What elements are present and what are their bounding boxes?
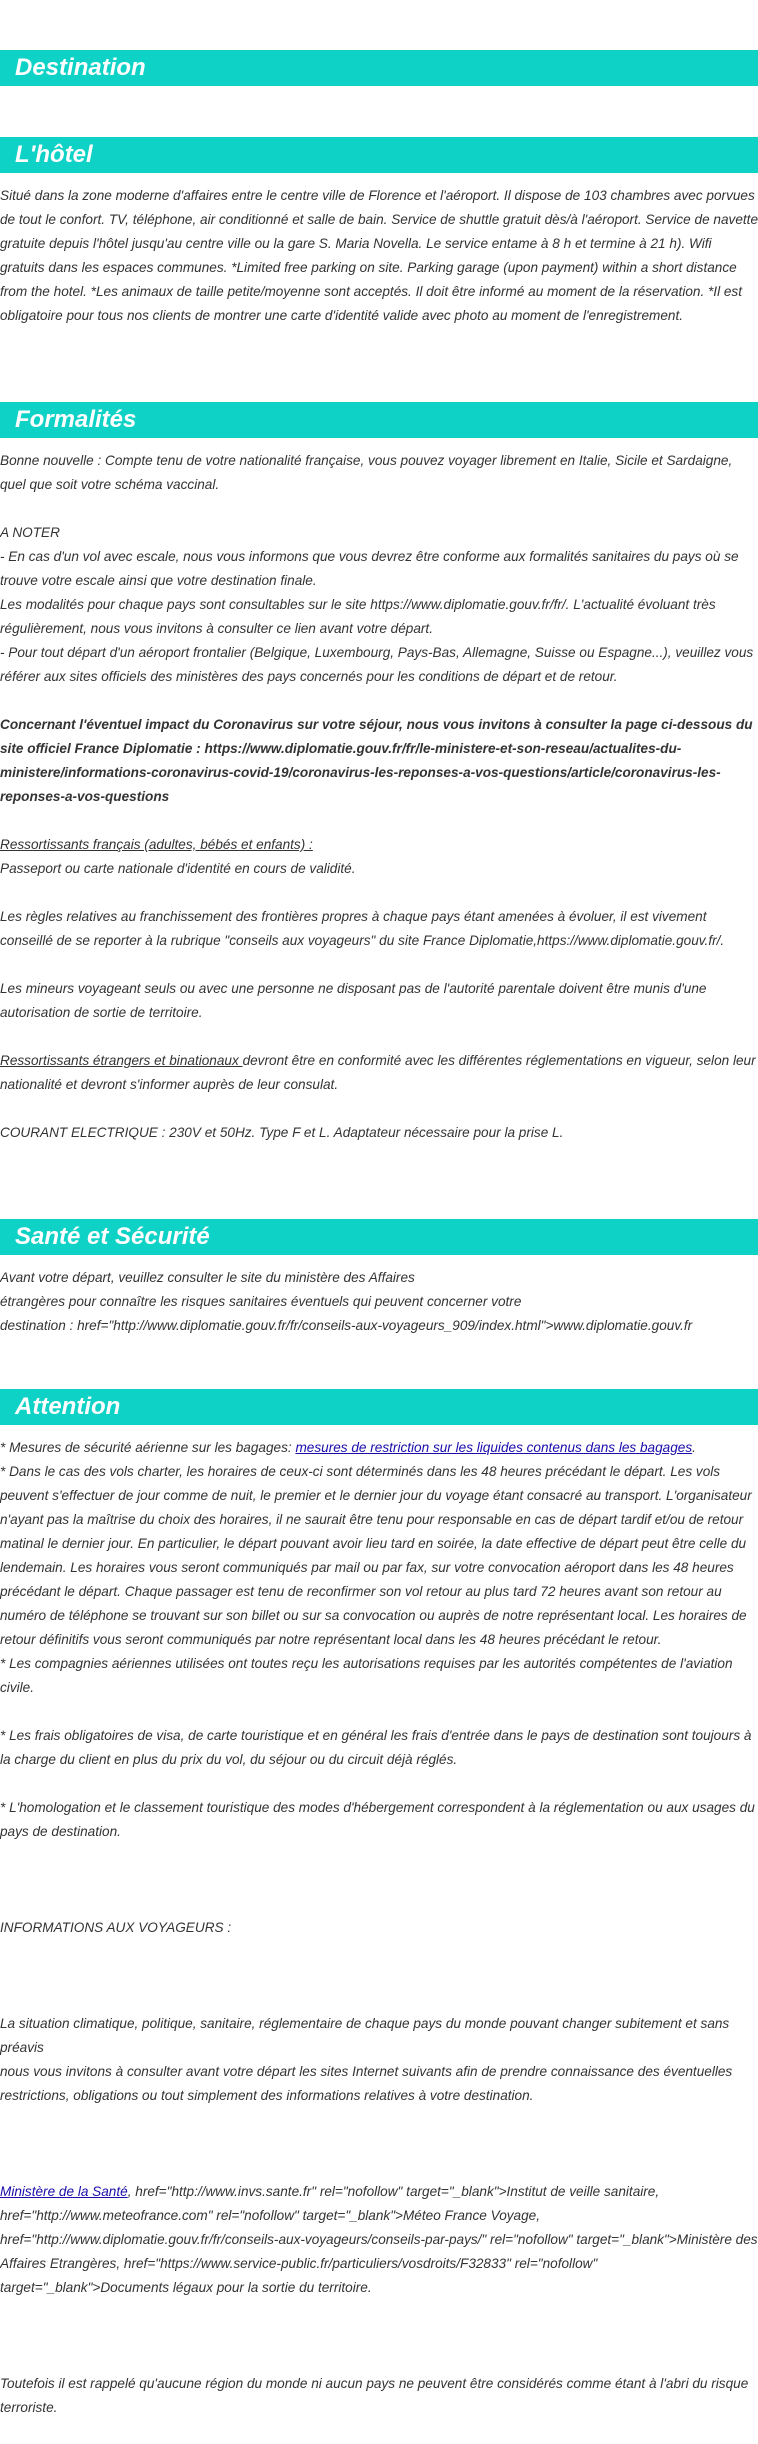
airlines-info: * Les compagnies aériennes utilisées ont toutes reçu les autorisations requises par les autorités compétentes de l'aviation civile.	[0, 1656, 733, 1695]
useful-links-rest: , href="http://www.invs.sante.fr" rel="nofollow" target="_blank">Institut de veille sanitaire, href="http://www.meteofrance.com" rel="nofollow" target="_blank">Méteo France Voyage, href="http://www.diplomatie.gouv.fr/fr/conseils-aux-voyageurs/conseils-par-pays/" rel="nofollow" target="_blank">Ministère des Affaires Etrangères, href="https://www.service-public.fr/particuliers/vosdroits/F32833" rel="nofollow" target="_blank">Documents légaux pour la sortie du territoire.	[0, 2184, 758, 2295]
borders-rules: Les règles relatives au franchissement des frontières propres à chaque pays étant amenées à évoluer, il est vivement conseillé de se reporter à la rubrique "conseils aux voyageurs" du site France Diplomatie,https://www.diplomatie.gouv.fr/.	[0, 909, 725, 948]
sante-content	[0, 1266, 758, 1338]
foreign-residents-label: Ressortissants étrangers et binationaux	[0, 1053, 243, 1068]
fees-info: * Les frais obligatoires de visa, de carte touristique et en général les frais d'entrée dans le pays de destination sont toujours à la charge du client en plus du prix du vol, du séjour ou du circuit déjà réglés.	[0, 1728, 752, 1767]
section-title-sante: Santé et Sécurité	[15, 1223, 210, 1250]
french-residents-text: Passeport ou carte nationale d'identité en cours de validité.	[0, 861, 356, 876]
sante-line-2: étrangères pour connaître les risques sanitaires éventuels qui peuvent concerner votre	[0, 1294, 522, 1309]
security-prefix: * Mesures de sécurité aérienne sur les bagages:	[0, 1440, 296, 1455]
formalites-note-2: Les modalités pour chaque pays sont consultables sur le site https://www.diplomatie.gouv.fr/fr/. L'actualité évoluant très régulièrement, nous vous invitons à consulter ce lien avant votre départ.	[0, 597, 716, 636]
foreign-residents	[0, 1049, 758, 1097]
section-header-attention	[0, 1389, 758, 1425]
section-title-hotel: L'hôtel	[15, 141, 93, 168]
section-title-destination: Destination	[15, 54, 146, 81]
terrorism-notice: Toutefois il est rappelé qu'aucune région du monde ni aucun pays ne peuvent être considérés comme étant à l'abri du risque terroriste.	[0, 2376, 749, 2415]
hotel-description	[0, 184, 758, 328]
security-measures	[0, 1436, 758, 1460]
attention-content	[0, 1436, 758, 2420]
covid-notice: Concernant l'éventuel impact du Coronavirus sur votre séjour, nous vous invitons à consulter la page ci-dessous du site officiel France Diplomatie : https://www.diplomatie.gouv.fr/fr/le-ministere-et-son-reseau/actualites-du-ministere/informations-coronavirus-covid-19/coronavirus-les-reponses-a-vos-questions/article/coronavirus-les-reponses-a-vos-questions	[0, 717, 753, 804]
french-residents-label: Ressortissants français (adultes, bébés et enfants) :	[0, 837, 313, 852]
section-title-formalites: Formalités	[15, 406, 137, 433]
foreign-residents-text: devront être en conformité avec les différentes réglementations en vigueur, selon leur nationalité et devront s'informer auprès de leur consulat.	[0, 1053, 756, 1092]
minors-rules: Les mineurs voyageant seuls ou avec une personne ne disposant pas de l'autorité parentale doivent être munis d'une autorisation de sortie de territoire.	[0, 981, 707, 1020]
security-suffix: .	[692, 1440, 696, 1455]
section-header-destination	[0, 50, 758, 86]
sante-line-3: destination : href="http://www.diplomatie.gouv.fr/fr/conseils-aux-voyageurs_909/index.html">www.diplomatie.gouv.fr	[0, 1318, 693, 1333]
liquids-restriction-link[interactable]: mesures de restriction sur les liquides contenus dans les bagages	[295, 1440, 693, 1455]
situation-line-1: La situation climatique, politique, sanitaire, réglementaire de chaque pays du monde pouvant changer subitement et sans préavis	[0, 2016, 730, 2055]
section-header-formalites	[0, 402, 758, 438]
charter-flights-info: * Dans le cas des vols charter, les horaires de ceux-ci sont déterminés dans les 48 heures précédant le départ. Les vols peuvent s'effectuer de jour comme de nuit, le premier et le dernier jour du voyage étant consacré au transport. L'organisateur n'ayant pas la maîtrise du choix des horaires, il ne saurait être tenu pour responsable en cas de départ tardif et/ou de retour matinal le dernier jour. En particulier, le départ pouvant avoir lieu tard en soirée, la date effective de départ peut être celle du lendemain. Les horaires vous seront communiqués par mail ou par fax, sur votre convocation aéroport dans les 48 heures précédant le départ. Chaque passager est tenu de reconfirmer son vol retour au plus tard 72 heures avant son retour au numéro de téléphone se trouvant sur son billet ou sur sa convocation ou auprès de notre représentant local. Les horaires de retour définitifs vous seront communiqués par notre représentant local dans les 48 heures précédant le retour.	[0, 1464, 752, 1647]
section-title-attention: Attention	[15, 1393, 121, 1420]
ministry-health-link[interactable]: Ministère de la Santé	[0, 2184, 128, 2199]
sante-line-1: Avant votre départ, veuillez consulter le site du ministère des Affaires	[0, 1270, 415, 1285]
electric-info: COURANT ELECTRIQUE : 230V et 50Hz. Type F et L. Adaptateur nécessaire pour la prise L.	[0, 1125, 564, 1140]
formalites-note-1: - En cas d'un vol avec escale, nous vous informons que vous devrez être conforme aux formalités sanitaires du pays où se trouve votre escale ainsi que votre destination finale.	[0, 549, 739, 588]
situation-line-2: nous vous invitons à consulter avant votre départ les sites Internet suivants afin de prendre connaissance des éventuelles restrictions, obligations ou tout simplement des informations relatives à votre destination.	[0, 2064, 733, 2103]
formalites-intro: Bonne nouvelle : Compte tenu de votre nationalité française, vous pouvez voyager librement en Italie, Sicile et Sardaigne, quel que soit votre schéma vaccinal.	[0, 453, 733, 492]
formalites-note-3: - Pour tout départ d'un aéroport frontalier (Belgique, Luxembourg, Pays-Bas, Allemagne, Suisse ou Espagne...), veuillez vous référer aux sites officiels des ministères des pays concernés pour les conditions de départ et de retour.	[0, 645, 754, 684]
info-heading: INFORMATIONS AUX VOYAGEURS :	[0, 1920, 232, 1935]
formalites-content	[0, 449, 758, 1145]
formalites-anoter-label: A NOTER	[0, 525, 60, 540]
hotel-description-text: Situé dans la zone moderne d'affaires entre le centre ville de Florence et l'aéroport. Il dispose de 103 chambres avec porvues de tout le confort. TV, téléphone, air conditionné et salle de bain. Service de shuttle gratuit dès/à l'aéroport. Service de navette gratuite depuis l'hôtel jusqu'au centre ville ou la gare S. Maria Novella. Le service entame à 8 h et termine à 21 h). Wifi gratuits dans les espaces communes. *Limited free parking on site. Parking garage (upon payment) within a short distance from the hotel. *Les animaux de taille petite/moyenne sont acceptés. Il doit être informé au moment de la réservation. *Il est obligatoire pour tous nos clients de montrer une carte d'identité valide avec photo au moment de l'enregistrement.	[0, 188, 758, 323]
useful-links	[0, 2180, 758, 2300]
section-header-hotel	[0, 137, 758, 173]
homologation-info: * L'homologation et le classement touristique des modes d'hébergement correspondent à la réglementation ou aux usages du pays de destination.	[0, 1800, 755, 1839]
section-header-sante	[0, 1219, 758, 1255]
